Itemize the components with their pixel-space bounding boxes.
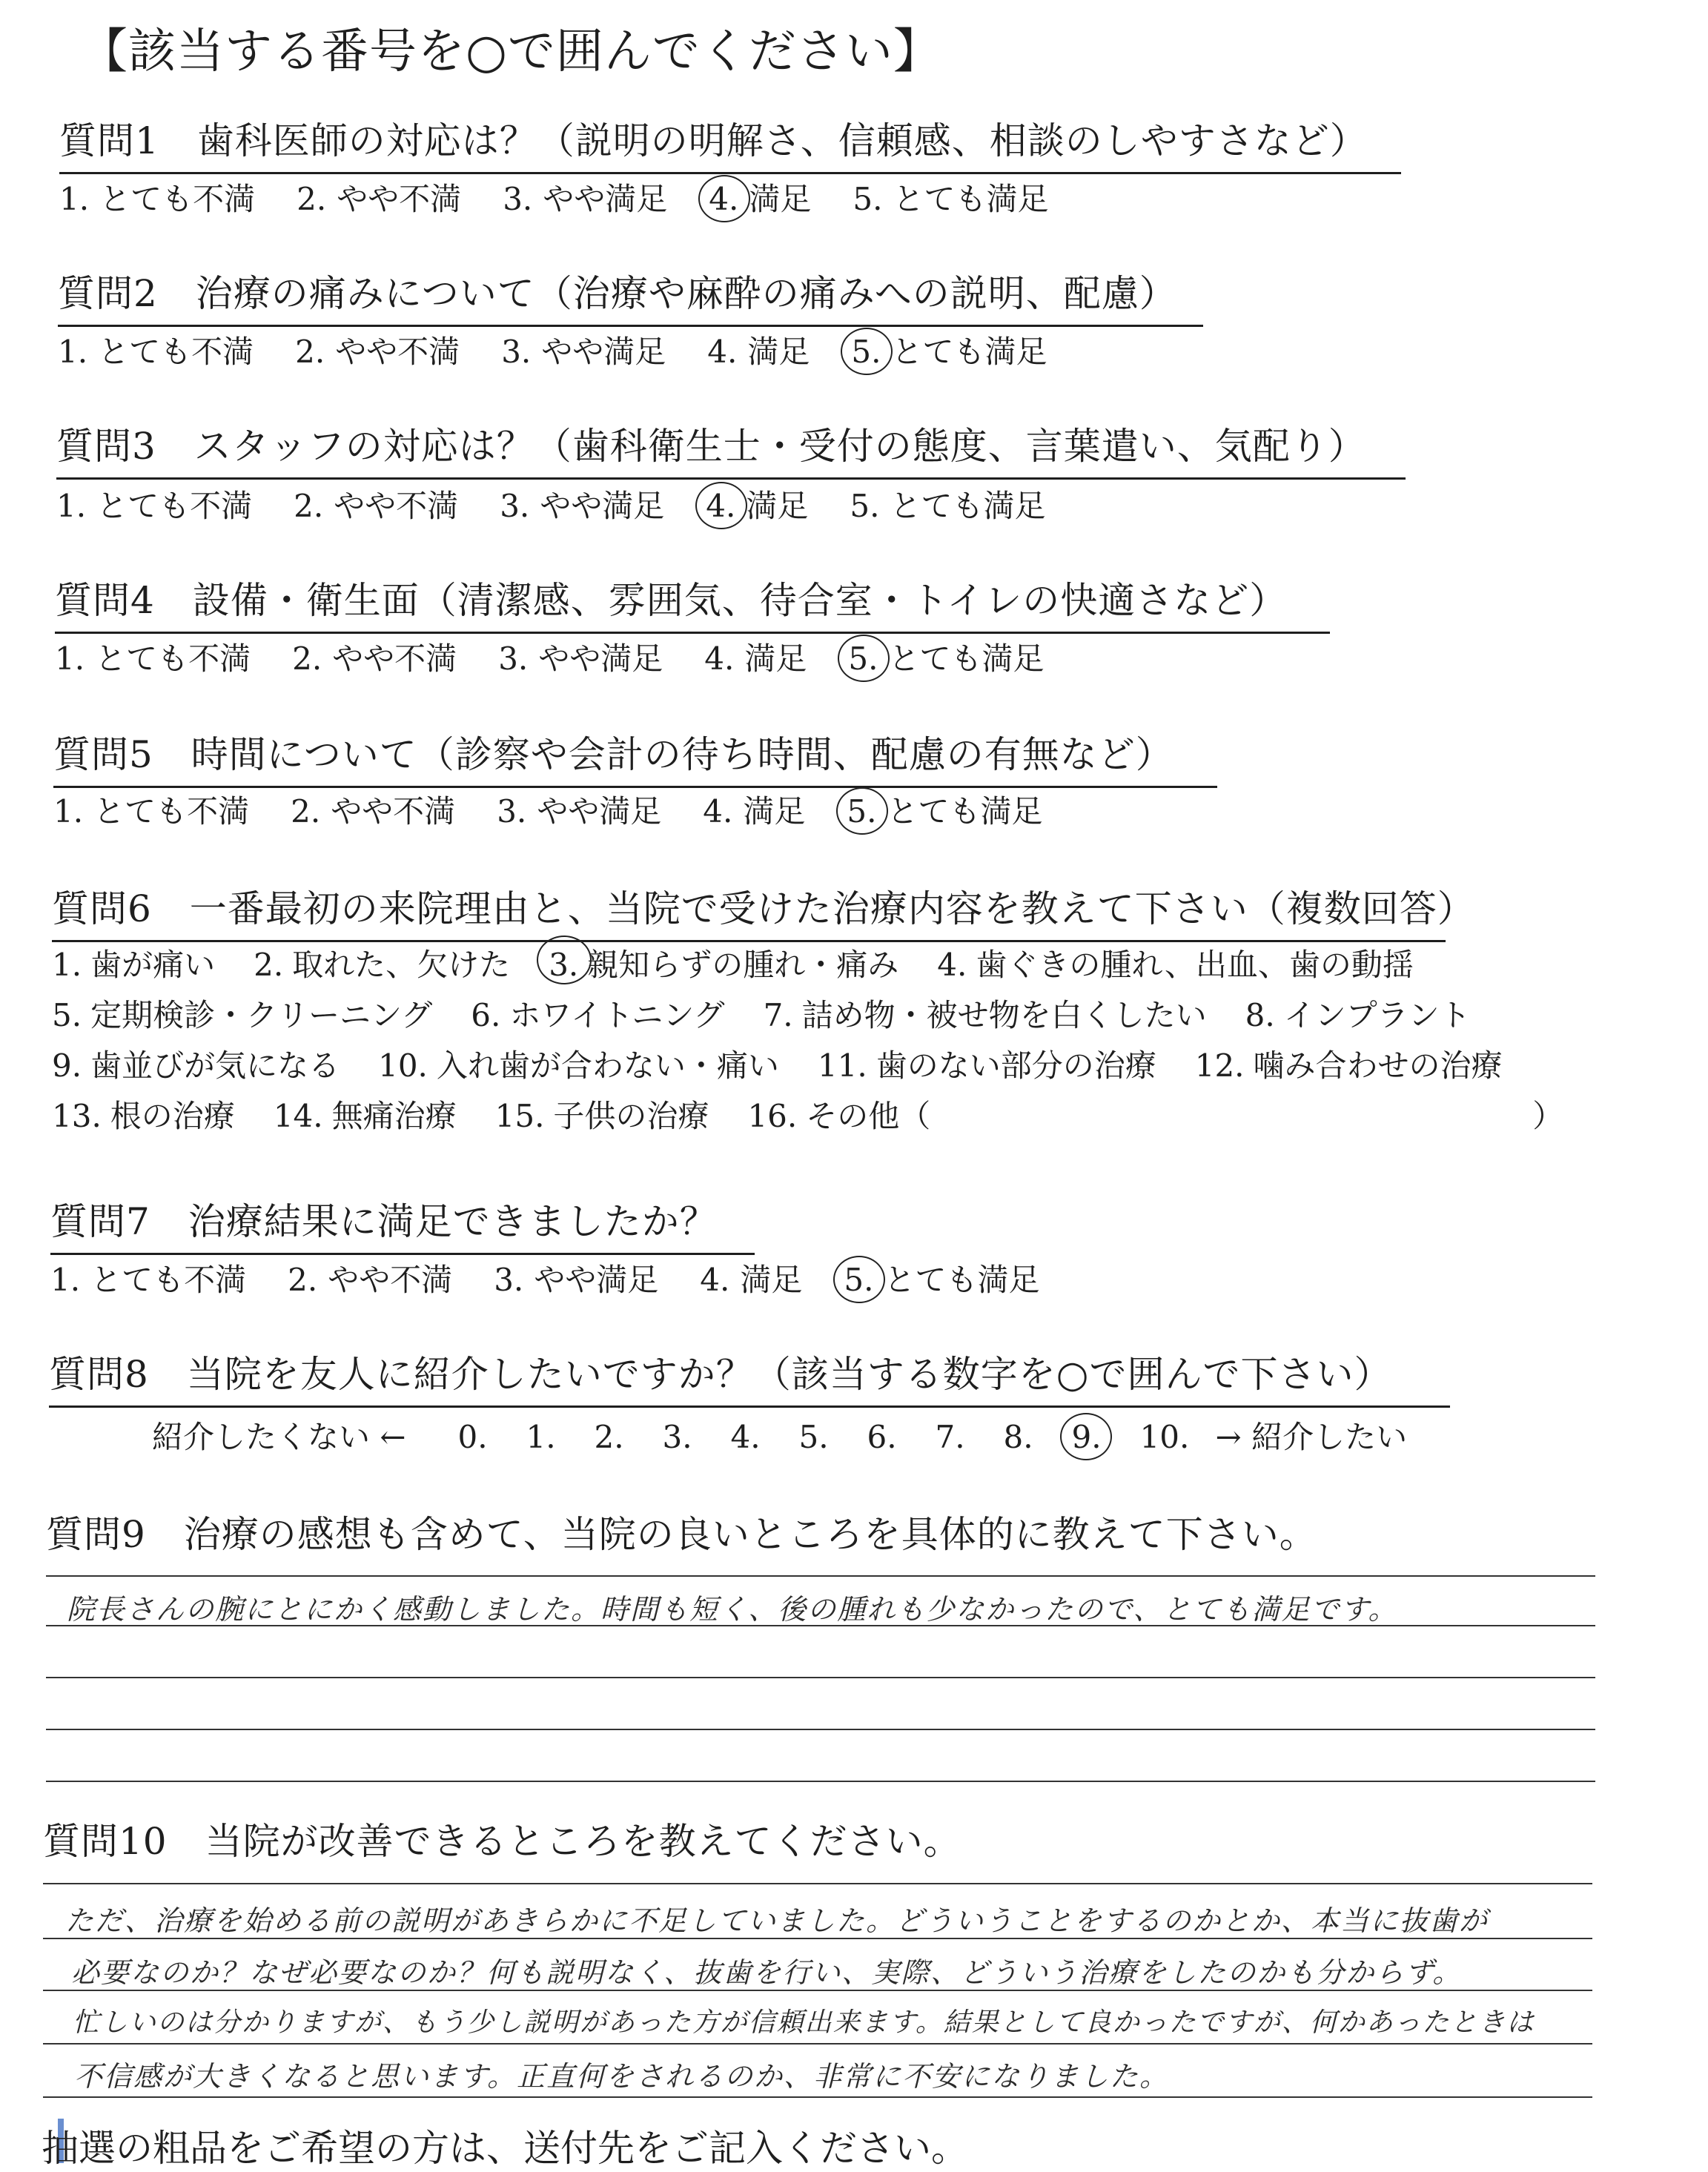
q3-option-label: 満足	[746, 488, 809, 524]
q6-option-number: 9.	[52, 1047, 82, 1084]
q6-option-label: 歯のない部分の治療	[875, 1047, 1156, 1084]
q6-option-label: 無痛治療	[331, 1098, 457, 1134]
q3-option-5[interactable]	[850, 482, 1045, 526]
q8-scale-9[interactable]: 9.	[1072, 1419, 1140, 1455]
footer-note: 抽選の粗品をご希望の方は、送付先をご記入ください。	[42, 2127, 968, 2170]
q6-option-number: 1.	[52, 947, 82, 983]
q10-title: 質問10 当院が改善できるところを教えてください。	[43, 1820, 961, 1863]
q3-option-label: とても不満	[96, 488, 253, 524]
q3-options	[56, 482, 1087, 526]
q8-scale-1[interactable]: 1.	[526, 1419, 556, 1455]
q6-option-14[interactable]	[274, 1091, 457, 1142]
q6-option-5[interactable]	[52, 990, 432, 1041]
q6-option-12[interactable]	[1195, 1041, 1503, 1091]
q9-answer: 院長さんの腕にとにかく感動しました。時間も短く、後の腫れも少なかったので、とても満足です。	[67, 1593, 1398, 1626]
q5-options	[53, 787, 1084, 832]
q2-title: 質問2 治療の痛みについて（治療や麻酔の痛みへの説明、配慮）	[58, 264, 1203, 327]
q6-option-label: 歯並びが気になる	[90, 1047, 340, 1084]
q7-option-3[interactable]	[494, 1256, 658, 1300]
q8-title: 質問8 当院を友人に紹介したいですか？（該当する数字を○で囲んで下さい）	[49, 1345, 1450, 1408]
q6-option-label: 噛み合わせの治療	[1253, 1047, 1503, 1084]
q6-option-number: 4.	[937, 947, 967, 983]
q3-option-2[interactable]	[294, 482, 458, 526]
q1-option-number: 5.	[853, 181, 883, 217]
q3-option-number: 2.	[294, 488, 324, 524]
q8-scale-7[interactable]: 7.	[935, 1419, 965, 1455]
q4-option-label: やや満足	[538, 640, 663, 677]
q3-option-label: とても満足	[890, 488, 1046, 524]
q3-title: 質問3 スタッフの対応は？（歯科衛生士・受付の態度、言葉遣い、気配り）	[56, 417, 1406, 480]
q7-option-number: 5.	[844, 1262, 874, 1298]
q5-option-label: とても満足	[887, 793, 1043, 830]
q8-scale-2[interactable]: 2.	[594, 1419, 624, 1455]
q6-option-8[interactable]	[1245, 990, 1471, 1041]
q1-option-label: とても満足	[893, 181, 1049, 217]
q6-title: 質問6 一番最初の来院理由と、当院で受けた治療内容を教えて下さい（複数回答）	[52, 879, 1446, 942]
q4-option-label: とても満足	[888, 640, 1045, 677]
q7-options	[50, 1256, 1081, 1300]
q1-option-number: 1.	[59, 181, 90, 217]
q5-option-number: 3.	[497, 793, 527, 830]
q6-option-4[interactable]	[937, 940, 1414, 990]
q6-other-close-paren: ）	[1532, 1098, 1564, 1134]
q2-options	[58, 328, 1088, 372]
q1-option-number: 4.	[709, 181, 739, 217]
q6-option-label: 入れ歯が合わない・痛い	[436, 1047, 779, 1084]
q3-option-4[interactable]	[706, 482, 808, 526]
q9-line-3	[46, 1677, 1595, 1678]
q3-option-label: やや不満	[334, 488, 459, 524]
q6-option-number: 5.	[52, 997, 82, 1033]
q6-option-13[interactable]	[52, 1091, 235, 1142]
q4-option-2[interactable]	[292, 635, 457, 679]
q6-option-number: 10.	[378, 1047, 428, 1084]
q6-option-1[interactable]	[52, 940, 215, 990]
q1-option-number: 3.	[503, 181, 533, 217]
q1-option-3[interactable]	[503, 175, 667, 219]
q6-option-3[interactable]	[549, 940, 898, 990]
q5-option-1[interactable]	[53, 787, 249, 832]
q8-right-label: → 紹介したい	[1215, 1419, 1408, 1455]
q3-option-number: 3.	[500, 488, 530, 524]
q10-answer-line-1: ただ、治療を始める前の説明があきらかに不足していました。どういうことをするのかとか、本当に抜歯が	[65, 1904, 1489, 1937]
q5-option-2[interactable]	[291, 787, 455, 832]
q4-options	[55, 635, 1085, 679]
q6-option-label: 歯が痛い	[90, 947, 216, 983]
q1-title: 質問1 歯科医師の対応は？（説明の明解さ、信頼感、相談のしやすさなど）	[59, 111, 1401, 174]
q6-option-label: 定期検診・クリーニング	[90, 997, 433, 1033]
q10-line-4	[43, 2043, 1592, 2044]
q4-option-label: とても不満	[95, 640, 251, 677]
q2-option-number: 5.	[851, 334, 881, 370]
q6-option-number: 12.	[1194, 1047, 1245, 1084]
q6-option-label: 取れた、欠けた	[292, 947, 511, 983]
q1-option-1[interactable]	[59, 175, 255, 219]
q10-line-3	[43, 1990, 1592, 1991]
q5-option-number: 4.	[703, 793, 733, 830]
q7-option-5[interactable]	[844, 1256, 1039, 1300]
q2-option-label: とても満足	[891, 334, 1047, 370]
q6-option-number: 14.	[273, 1098, 323, 1134]
q8-left-label: 紹介したくない ←	[152, 1419, 406, 1455]
q6-option-15[interactable]	[495, 1091, 709, 1142]
q7-title: 質問7 治療結果に満足できましたか？	[50, 1192, 755, 1255]
q10-answer-line-2: 必要なのか？なぜ必要なのか？何も説明なく、抜歯を行い、実際、どういう治療をしたのかも分からず。	[71, 1956, 1463, 1989]
q2-option-label: 満足	[747, 334, 810, 370]
q6-option-10[interactable]	[378, 1041, 779, 1091]
q6-option-label: ホワイトニング	[509, 997, 725, 1033]
q7-option-number: 2.	[288, 1262, 318, 1298]
q3-option-label: やや満足	[540, 488, 665, 524]
q1-option-label: やや不満	[337, 181, 462, 217]
q7-option-number: 1.	[50, 1262, 81, 1298]
q6-option-11[interactable]	[818, 1041, 1156, 1091]
q2-option-label: とても不満	[98, 334, 254, 370]
q7-option-label: 満足	[740, 1262, 803, 1298]
q9-line-5	[46, 1781, 1595, 1782]
q2-option-3[interactable]	[501, 328, 666, 372]
q1-option-label: とても不満	[99, 181, 256, 217]
q4-option-number: 2.	[292, 640, 322, 677]
q3-option-number: 5.	[850, 488, 880, 524]
q7-option-label: とても不満	[90, 1262, 247, 1298]
q4-option-label: 満足	[744, 640, 807, 677]
q4-option-number: 1.	[55, 640, 85, 677]
q6-option-number: 3.	[549, 940, 578, 990]
q2-option-number: 4.	[707, 334, 738, 370]
q1-options	[59, 175, 1090, 219]
q5-option-number: 5.	[847, 793, 877, 830]
q5-option-number: 2.	[291, 793, 321, 830]
q3-option-number: 4.	[706, 488, 736, 524]
q6-option-label: 根の治療	[110, 1098, 235, 1134]
q9-line-1	[46, 1575, 1595, 1577]
q8-scale-3[interactable]: 3.	[662, 1419, 692, 1455]
q5-option-label: やや満足	[537, 793, 662, 830]
q2-option-number: 3.	[501, 334, 532, 370]
q2-option-number: 2.	[295, 334, 325, 370]
q2-option-2[interactable]	[295, 328, 460, 372]
q1-option-5[interactable]	[853, 175, 1048, 219]
q7-option-label: とても満足	[884, 1262, 1040, 1298]
q10-answer-line-4: 不信感が大きくなると思います。正直何をされるのか、非常に不安になりました。	[74, 2060, 1169, 2093]
q9-title: 質問9 治療の感想も含めて、当院の良いところを具体的に教えて下さい。	[46, 1513, 1317, 1556]
q5-option-5[interactable]	[847, 787, 1042, 832]
q1-option-number: 2.	[297, 181, 327, 217]
q6-option-number: 7.	[763, 997, 793, 1033]
q5-option-label: 満足	[743, 793, 806, 830]
q8-scale-10[interactable]: 10.	[1139, 1419, 1190, 1455]
q8-scale-0[interactable]: 0.	[457, 1419, 488, 1455]
q1-option-label: やや満足	[543, 181, 668, 217]
q6-option-number: 16.	[747, 1098, 798, 1134]
q8-scale-4[interactable]: 4.	[730, 1419, 761, 1455]
q7-option-number: 3.	[494, 1262, 524, 1298]
q4-option-number: 3.	[498, 640, 529, 677]
q10-line-2	[43, 1938, 1592, 1939]
q5-option-label: やや不満	[331, 793, 456, 830]
q5-option-4[interactable]	[703, 787, 805, 832]
q3-option-3[interactable]	[500, 482, 664, 526]
q6-option-number: 8.	[1245, 997, 1275, 1033]
q4-option-1[interactable]	[55, 635, 251, 679]
q6-option-2[interactable]	[254, 940, 510, 990]
q9-line-2	[46, 1625, 1595, 1626]
q6-option-label: インプラント	[1283, 997, 1471, 1033]
q1-option-4[interactable]	[709, 175, 811, 219]
q9-line-4	[46, 1729, 1595, 1730]
q8-scale-6[interactable]: 6.	[867, 1419, 897, 1455]
q5-option-label: とても不満	[93, 793, 250, 830]
q8-scale	[152, 1413, 1407, 1457]
q4-option-5[interactable]	[848, 635, 1044, 679]
q2-option-1[interactable]	[58, 328, 254, 372]
q4-option-number: 5.	[848, 640, 878, 677]
q6-option-number: 11.	[817, 1047, 867, 1084]
q7-option-number: 4.	[700, 1262, 730, 1298]
q2-option-label: やや不満	[335, 334, 460, 370]
q6-option-16[interactable]	[747, 1091, 930, 1142]
q10-answer-line-3: 忙しいのは分かりますが、もう少し説明があった方が信頼出来ます。結果として良かったですが、何かあったときは	[73, 2007, 1535, 2038]
q4-option-3[interactable]	[498, 635, 663, 679]
q10-line-1	[43, 1883, 1592, 1884]
q2-option-label: やや満足	[541, 334, 666, 370]
q2-option-number: 1.	[58, 334, 88, 370]
q6-option-label: 親知らずの腫れ・痛み	[587, 947, 899, 983]
page-header: 【該当する番号を○で囲んでください】	[80, 24, 941, 79]
q1-option-2[interactable]	[297, 175, 461, 219]
q4-option-4[interactable]	[704, 635, 807, 679]
q5-option-number: 1.	[53, 793, 84, 830]
q5-option-3[interactable]	[497, 787, 661, 832]
q2-option-4[interactable]	[707, 328, 810, 372]
q2-option-5[interactable]	[851, 328, 1047, 372]
q7-option-label: やや満足	[534, 1262, 659, 1298]
q6-option-label: 子供の治療	[553, 1098, 709, 1134]
q6-option-number: 13.	[52, 1098, 102, 1134]
q6-option-9[interactable]	[52, 1041, 340, 1091]
q6-option-label: その他（	[806, 1098, 931, 1134]
q4-title: 質問4 設備・衛生面（清潔感、雰囲気、待合室・トイレの快適さなど）	[55, 571, 1330, 634]
q6-options	[52, 940, 1675, 1142]
q3-option-1[interactable]	[56, 482, 252, 526]
q8-scale-5[interactable]: 5.	[798, 1419, 829, 1455]
q6-option-label: 歯ぐきの腫れ、出血、歯の動揺	[976, 947, 1414, 983]
q5-title: 質問5 時間について（診察や会計の待ち時間、配慮の有無など）	[53, 725, 1217, 788]
q8-scale-8[interactable]: 8.	[1003, 1419, 1033, 1455]
q6-option-7[interactable]	[764, 990, 1207, 1041]
q7-option-1[interactable]	[50, 1256, 246, 1300]
q6-option-number: 6.	[471, 997, 501, 1033]
q3-option-number: 1.	[56, 488, 87, 524]
q7-option-4[interactable]	[700, 1256, 802, 1300]
q7-option-2[interactable]	[288, 1256, 452, 1300]
q4-option-number: 4.	[704, 640, 735, 677]
q6-option-label: 詰め物・被せ物を白くしたい	[801, 997, 1207, 1033]
q6-option-number: 2.	[254, 947, 284, 983]
q6-option-number: 15.	[494, 1098, 545, 1134]
q4-option-label: やや不満	[332, 640, 457, 677]
q1-option-label: 満足	[749, 181, 812, 217]
q10-line-5	[43, 2096, 1592, 2098]
q6-option-6[interactable]	[471, 990, 724, 1041]
q7-option-label: やや不満	[328, 1262, 453, 1298]
